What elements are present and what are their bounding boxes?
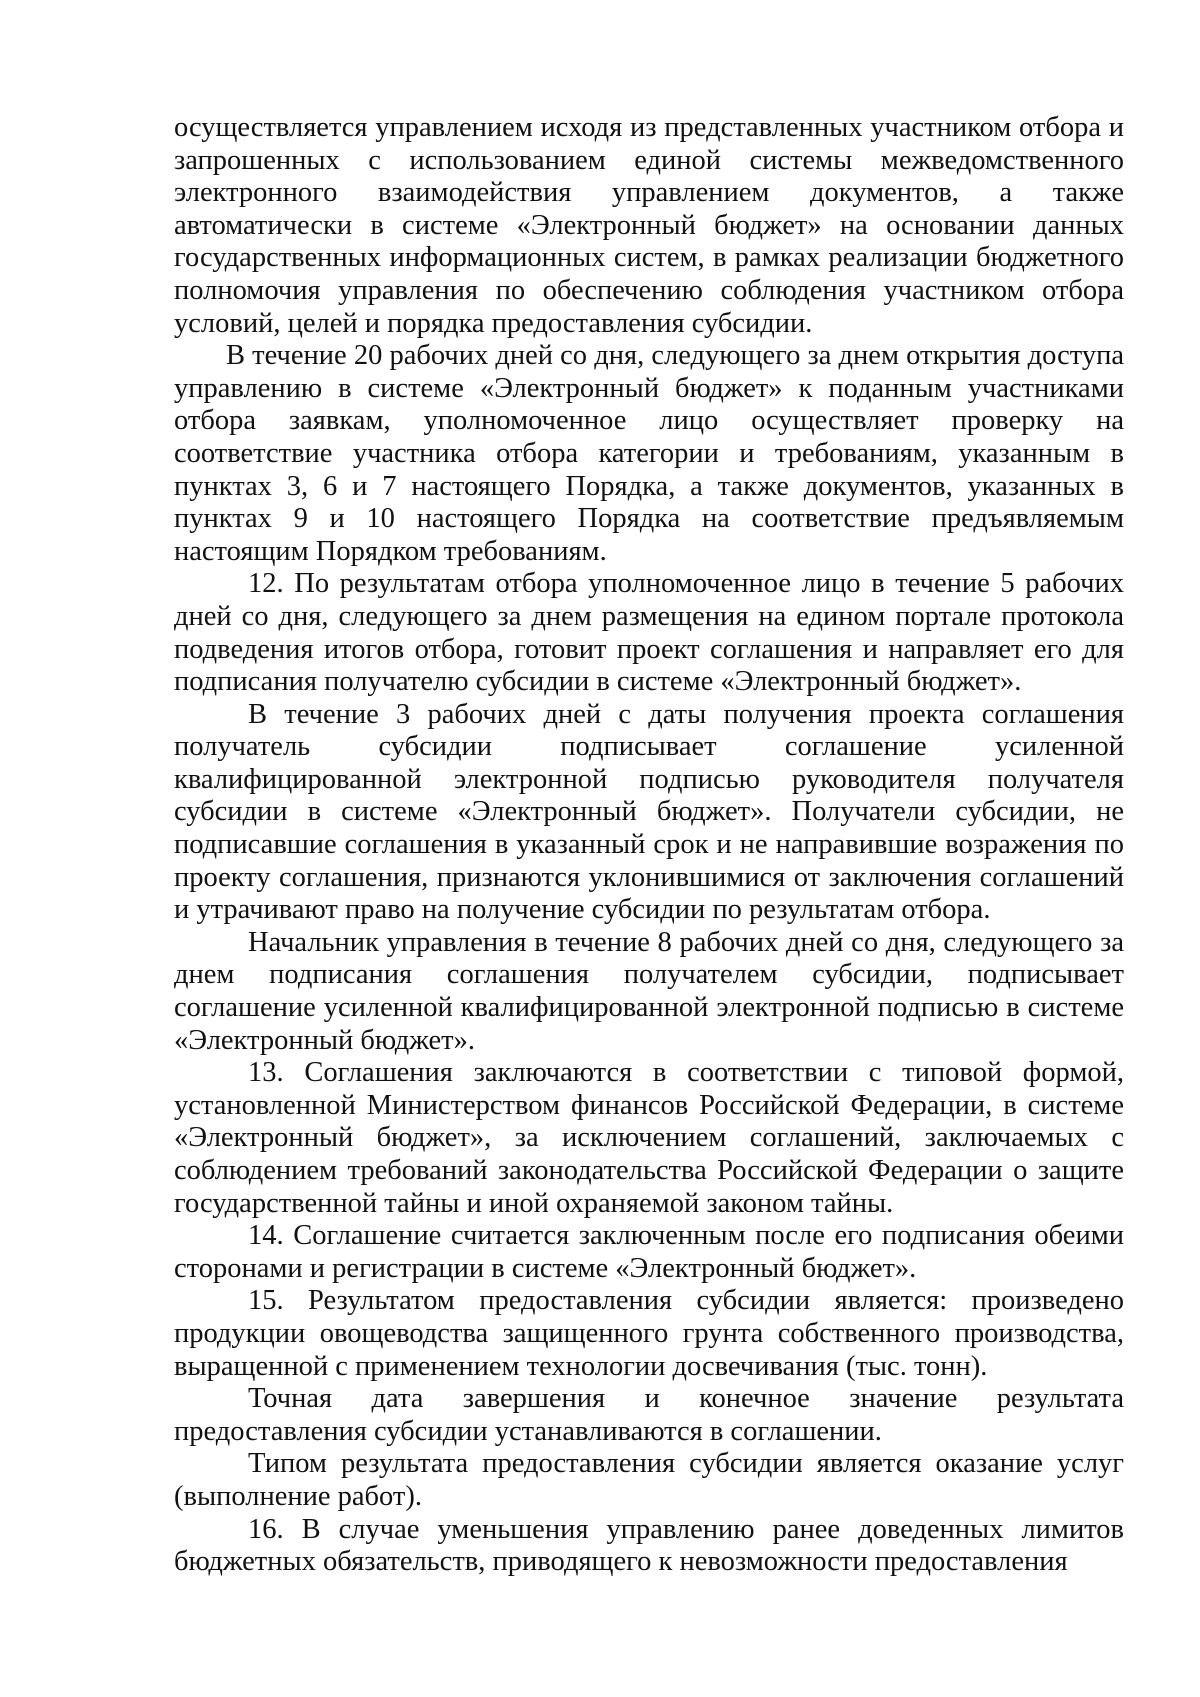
document-body xyxy=(174,112,1124,1579)
paragraph-item-16: 16. В случае уменьшения управлению ранее доведенных лимитов бюджетных обязательств, приводящего к невозможности предоставления xyxy=(174,1513,1124,1578)
paragraph-item-13: 13. Соглашения заключаются в соответствии с типовой формой, установленной Министерством финансов Российской Федерации, в системе «Электронный бюджет», за исключением соглашений, заключаемых с соблюдением требований законодательства Российской Федерации о защите государственной тайны и иной охраняемой законом тайны. xyxy=(174,1057,1124,1219)
paragraph-item-12: 12. По результатам отбора уполномоченное лицо в течение 5 рабочих дней со дня, следующего за днем размещения на едином портале протокола подведения итогов отбора, готовит проект соглашения и направляет его для подписания получателю субсидии в системе «Электронный бюджет». xyxy=(174,568,1124,698)
paragraph-result-date: Точная дата завершения и конечное значение результата предоставления субсидии устанавливаются в соглашении. xyxy=(174,1383,1124,1447)
paragraph-signing-recipient: В течение 3 рабочих дней с даты получения проекта соглашения получатель субсидии подписывает соглашение усиленной квалифицированной электронной подписью руководителя получателя субсидии в системе «Электронный бюджет». Получатели субсидии, не подписавшие соглашения в указанный срок и не направившие возражения по проекту соглашения, признаются уклонившимися от заключения соглашений и утрачивают право на получение субсидии по результатам отбора. xyxy=(174,698,1124,926)
paragraph-item-14: 14. Соглашение считается заключенным после его подписания обеими сторонами и регистрации в системе «Электронный бюджет». xyxy=(174,1220,1124,1284)
paragraph-item-15: 15. Результатом предоставления субсидии является: произведено продукции овощеводства защищенного грунта собственного производства, выращенной с применением технологии досвечивания (тыс. тонн). xyxy=(174,1285,1124,1382)
paragraph-result-type: Типом результата предоставления субсидии является оказание услуг (выполнение работ). xyxy=(174,1448,1124,1512)
paragraph-signing-head: Начальник управления в течение 8 рабочих дней со дня, следующего за днем подписания соглашения получателем субсидии, подписывает соглашение усиленной квалифицированной электронной подписью в системе «Электронный бюджет». xyxy=(174,926,1124,1056)
paragraph-review-period: В течение 20 рабочих дней со дня, следующего за днем открытия доступа управлению в системе «Электронный бюджет» к поданным участниками отбора заявкам, уполномоченное лицо осуществляет проверку на соответствие участника отбора категории и требованиям, указанным в пунктах 3, 6 и 7 настоящего Порядка, а также документов, указанных в пунктах 9 и 10 настоящего Порядка на соответствие предъявляемым настоящим Порядком требованиям. xyxy=(174,340,1124,567)
paragraph-continuation: осуществляется управлением исходя из представленных участником отбора и запрошенных с использованием единой системы межведомственного электронного взаимодействия управлением документов, а также автоматически в системе «Электронный бюджет» на основании данных государственных информационных систем, в рамках реализации бюджетного полномочия управления по обеспечению соблюдения участником отбора условий, целей и порядка предоставления субсидии. xyxy=(174,112,1124,339)
